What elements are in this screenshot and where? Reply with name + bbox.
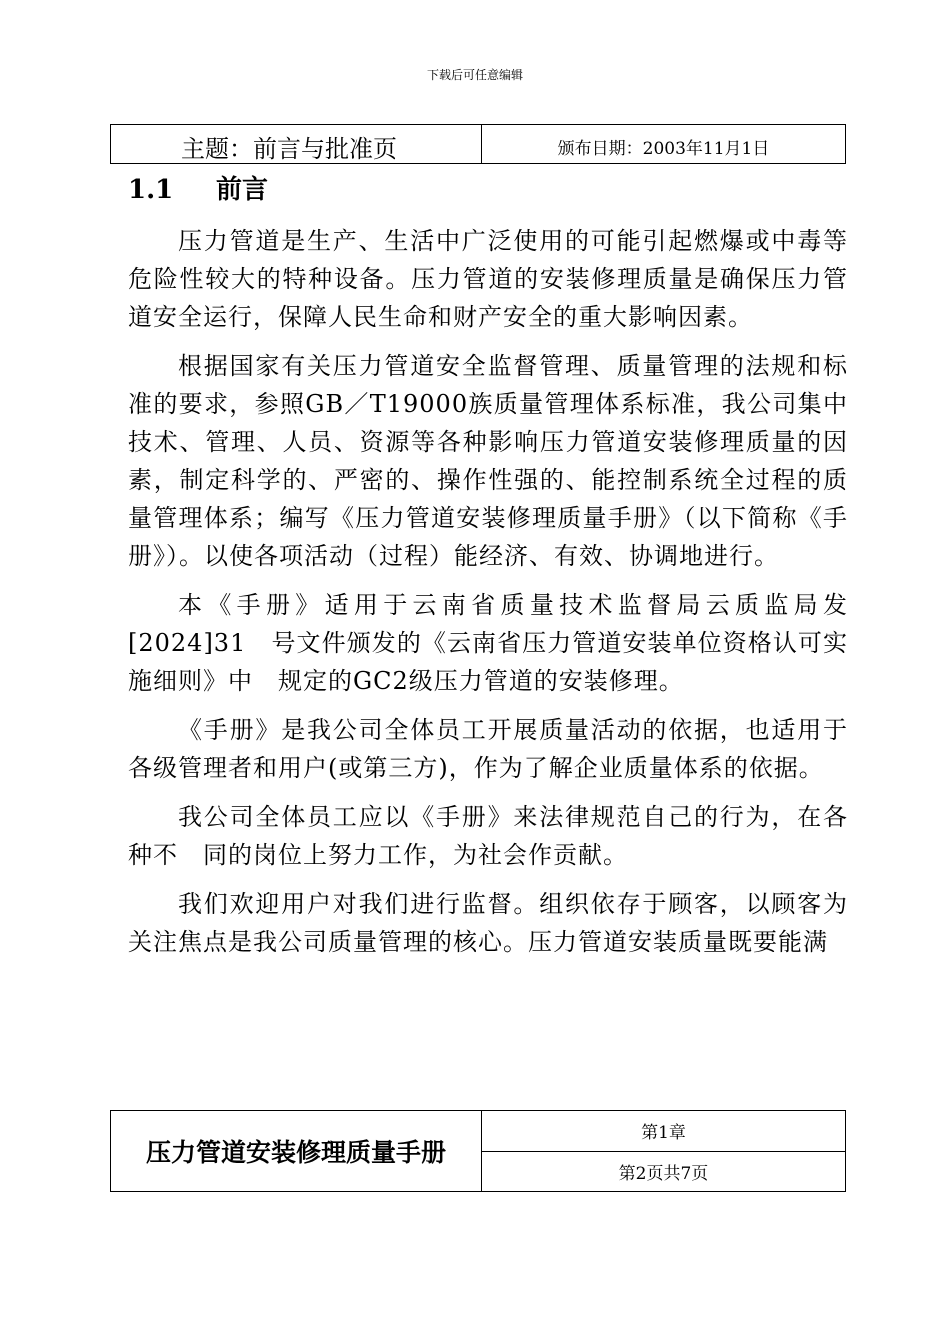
footer-manual-title: 压力管道安装修理质量手册 — [111, 1111, 482, 1191]
paragraph-4: 《手册》是我公司全体员工开展质量活动的依据，也适用于各级管理者和用户(或第三方)，作为了解企业质量体系的依据。 — [128, 716, 848, 782]
watermark-text: 下载后可任意编辑 — [426, 68, 523, 82]
body-text — [128, 222, 848, 961]
header-table — [110, 124, 846, 164]
paragraph-6: 我们欢迎用户对我们进行监督。组织依存于顾客，以顾客为关注焦点是我公司质量管理的核心。压力管道安装质量既要能满 — [128, 890, 848, 956]
section-title: 前言 — [216, 175, 269, 205]
header-issue-date: 颁布日期：2003年11月1日 — [557, 139, 770, 159]
section-number: 1.1 — [128, 175, 174, 205]
footer-info — [482, 1111, 845, 1191]
footer-chapter: 第1章 — [482, 1111, 845, 1152]
paragraph-5: 我公司全体员工应以《手册》来法律规范自己的行为，在各种不 同的岗位上努力工作，为社会作贡献。 — [128, 803, 848, 869]
paragraph-1: 压力管道是生产、生活中广泛使用的可能引起燃爆或中毒等危险性较大的特种设备。压力管道的安装修理质量是确保压力管道安全运行，保障人民生命和财产安全的重大影响因素。 — [128, 227, 848, 331]
footer-page-info: 第2页共7页 — [618, 1163, 709, 1184]
section-heading — [128, 172, 268, 208]
footer-table — [110, 1110, 846, 1192]
header-subject: 主题：前言与批准页 — [111, 125, 482, 163]
paragraph-3: 本《手册》适用于云南省质量技术监督局云质监局发[2024]31 号文件颁发的《云南省压力管道安装单位资格认可实施细则》中 规定的GC2级压力管道的安装修理。 — [128, 591, 848, 695]
paragraph-2: 根据国家有关压力管道安全监督管理、质量管理的法规和标准的要求，参照GB／T19000族质量管理体系标准，我公司集中技术、管理、人员、资源等各种影响压力管道安装修理质量的因素，制定科学的、严密的、操作性强的、能控制系统全过程的质量管理体系；编写《压力管道安装修理质量手册》（以下简称《手册》）。以使各项活动（过程）能经济、有效、协调地进行。 — [128, 352, 848, 570]
